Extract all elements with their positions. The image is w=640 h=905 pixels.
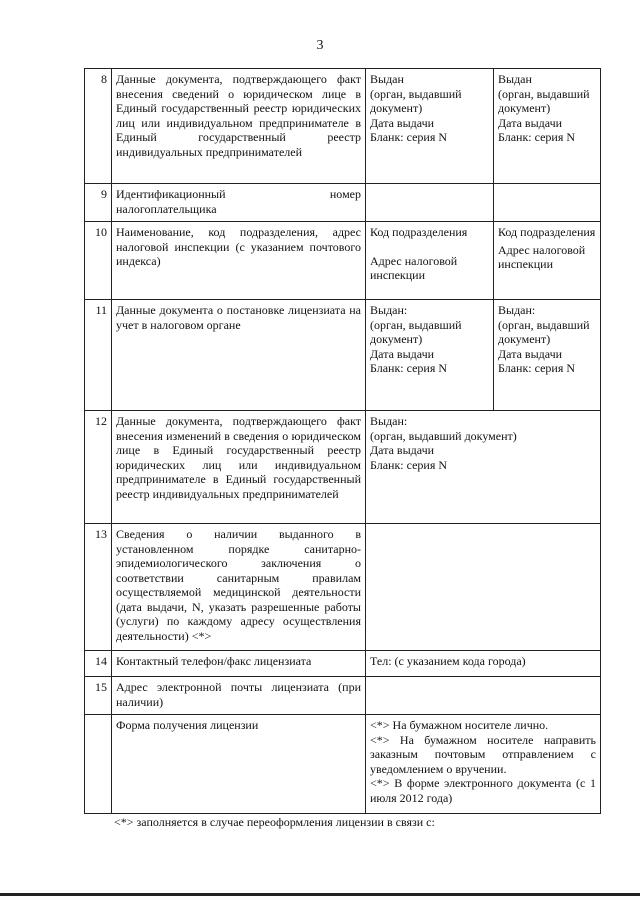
field-label: Дата выдачи — [370, 346, 435, 361]
field-label: Адрес налоговой инспекции — [370, 253, 458, 282]
table-row — [85, 184, 601, 222]
field-label: Выдан — [370, 72, 404, 86]
table-row — [85, 677, 601, 715]
field-label: Адрес налоговой инспекции — [498, 242, 586, 271]
table-row — [85, 69, 601, 184]
field-cell[interactable] — [366, 524, 601, 651]
page-number: 3 — [316, 38, 324, 53]
license-form-table — [84, 68, 601, 814]
field-label: Бланк: серия N — [370, 361, 448, 375]
table-row — [85, 411, 601, 524]
field-label: Бланк: серия N — [370, 457, 448, 472]
option-electronic[interactable]: <*> В форме электронного документа (с 1 июля 2012 года) — [370, 776, 596, 805]
row-description: Идентификационный номер налогоплательщика — [112, 184, 366, 222]
field-cell[interactable] — [366, 411, 601, 524]
field-label: (орган, выдавший документ) — [498, 317, 590, 346]
field-cell[interactable] — [494, 300, 601, 411]
row-number: 8 — [85, 69, 112, 184]
row-number — [85, 715, 112, 814]
email-field[interactable] — [366, 677, 601, 715]
table-row — [85, 651, 601, 677]
field-cell[interactable] — [494, 184, 601, 222]
field-label: Дата выдачи — [498, 115, 563, 130]
field-cell[interactable] — [366, 184, 494, 222]
field-label: Бланк: серия N — [370, 130, 448, 144]
row-description: Данные документа, подтверждающего факт внесения сведений о юридическом лице в Единый государственный реестр юридических лиц или индивидуальном предпринимателе в Единый государственный реестр индивидуальных предпринимателей — [112, 69, 366, 184]
option-paper-by-mail[interactable]: <*> На бумажном носителе направить заказным почтовым отправлением с уведомлением о вручении. — [370, 732, 596, 776]
option-paper-in-person[interactable]: <*> На бумажном носителе лично. — [370, 718, 549, 732]
footnote: <*> заполняется в случае переоформления лицензии в связи с: — [114, 815, 435, 829]
field-label: Код подразделения — [370, 225, 468, 239]
field-label: Бланк: серия N — [498, 361, 576, 375]
field-label: Дата выдачи — [498, 346, 563, 361]
row-number: 9 — [85, 184, 112, 222]
field-label: Бланк: серия N — [498, 130, 576, 144]
row-description: Наименование, код подразделения, адрес налоговой инспекции (с указанием почтового индекса) — [112, 222, 366, 300]
row-number: 13 — [85, 524, 112, 651]
row-number: 12 — [85, 411, 112, 524]
row-description: Сведения о наличии выданного в установленном порядке санитарно-эпидемиологического заключения о соответствии санитарным правилам осуществляемой медицинской деятельности (дата выдачи, N, указать разрешенные работы (услуги) по каждому адресу осуществления деятельности) <*> — [112, 524, 366, 651]
table-row — [85, 715, 601, 814]
row-description: Форма получения лицензии — [112, 715, 366, 814]
field-label: (орган, выдавший документ) — [498, 86, 590, 115]
page-bottom-rule — [0, 893, 640, 896]
row-number: 10 — [85, 222, 112, 300]
table-row — [85, 524, 601, 651]
table-row — [85, 300, 601, 411]
row-number: 14 — [85, 651, 112, 677]
field-label: (орган, выдавший документ) — [370, 428, 517, 443]
table-row — [85, 222, 601, 300]
field-label: Код подразделения — [498, 225, 596, 239]
field-label: Дата выдачи — [370, 443, 435, 457]
field-label: Выдан — [498, 72, 532, 86]
field-label: Выдан: — [370, 414, 408, 428]
phone-field[interactable]: Тел: (с указанием кода города) — [366, 651, 601, 677]
field-cell[interactable] — [366, 222, 494, 300]
row-description: Данные документа о постановке лицензиата на учет в налоговом органе — [112, 300, 366, 411]
row-description: Данные документа, подтверждающего факт внесения изменений в сведения о юридическом лице в Единый государственный реестр юридических лиц или индивидуальном предпринимателе в Единый государственный реестр индивидуальных предпринимателей — [112, 411, 366, 524]
field-label: Дата выдачи — [370, 115, 435, 130]
field-label: (орган, выдавший документ) — [370, 317, 462, 346]
field-cell[interactable] — [494, 69, 601, 184]
field-cell[interactable] — [494, 222, 601, 300]
field-label: (орган, выдавший документ) — [370, 86, 462, 115]
field-cell[interactable] — [366, 69, 494, 184]
row-description: Адрес электронной почты лицензиата (при наличии) — [112, 677, 366, 715]
license-form-options — [366, 715, 601, 814]
field-label: Выдан: — [498, 303, 536, 317]
field-cell[interactable] — [366, 300, 494, 411]
row-description: Контактный телефон/факс лицензиата — [112, 651, 366, 677]
field-label: Выдан: — [370, 303, 408, 317]
row-number: 11 — [85, 300, 112, 411]
row-number: 15 — [85, 677, 112, 715]
